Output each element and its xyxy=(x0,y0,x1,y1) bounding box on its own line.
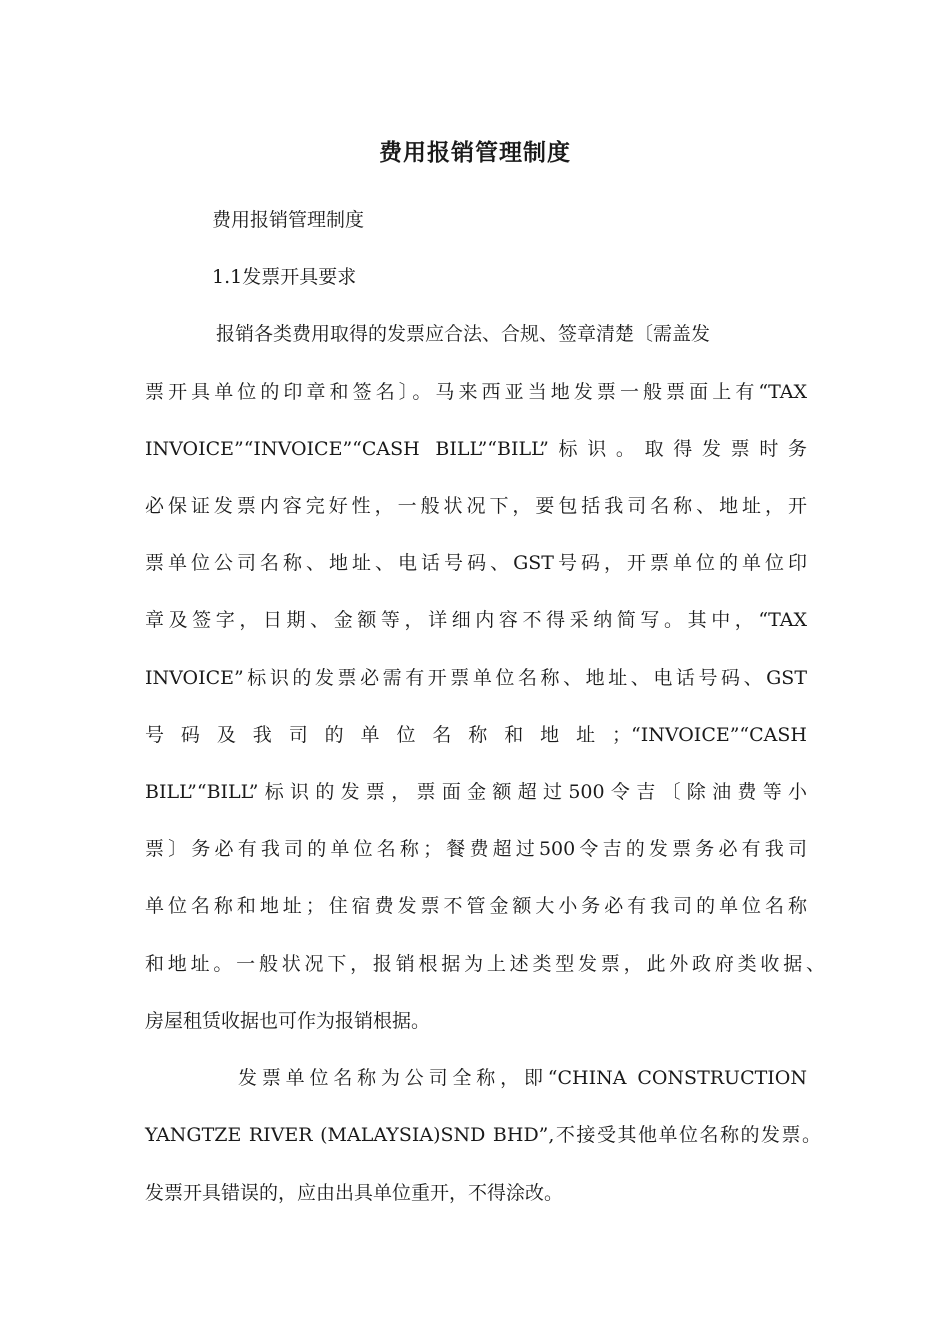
paragraph-line: INVOICE”“INVOICE”“CASH BILL”“BILL”标识。取得发票时务 xyxy=(145,438,807,460)
document-title: 费用报销管理制度 xyxy=(379,140,571,166)
paragraph-line: 发票单位名称为公司全称，即“CHINA CONSTRUCTION xyxy=(238,1067,807,1089)
paragraph-line: 票单位公司名称、地址、电话号码、GST号码，开票单位的单位印 xyxy=(145,552,807,574)
paragraph-line: 和地址。一般状况下，报销根据为上述类型发票，此外政府类收据、 xyxy=(145,953,825,975)
paragraph-line: 发票开具错误的，应由出具单位重开，不得涂改。 xyxy=(145,1182,564,1204)
paragraph-line: 必保证发票内容完好性，一般状况下，要包括我司名称、地址，开 xyxy=(145,495,807,517)
paragraph-line: INVOICE”标识的发票必需有开票单位名称、地址、电话号码、GST xyxy=(145,667,807,689)
paragraph-line: 房屋租赁收据也可作为报销根据。 xyxy=(145,1010,431,1032)
paragraph-line: 号码及我司的单位名称和地址；“INVOICE”“CASH xyxy=(145,724,807,746)
paragraph-line: 票〕务必有我司的单位名称；餐费超过500令吉的发票务必有我司 xyxy=(145,838,807,860)
section-heading: 1.1发票开具要求 xyxy=(212,266,357,288)
paragraph-line: YANGTZE RIVER (MALAYSIA)SND BHD”,不接受其他单位名称的发票。 xyxy=(145,1124,821,1146)
paragraph-line: 票开具单位的印章和签名〕。马来西亚当地发票一般票面上有“TAX xyxy=(145,381,807,403)
document-subtitle: 费用报销管理制度 xyxy=(212,209,365,231)
paragraph-line: 章及签字，日期、金额等，详细内容不得采纳简写。其中，“TAX xyxy=(145,609,807,631)
paragraph-line: BILL”“BILL”标识的发票，票面金额超过500令吉〔除油费等小 xyxy=(145,781,807,803)
paragraph-line: 单位名称和地址；住宿费发票不管金额大小务必有我司的单位名称 xyxy=(145,895,807,917)
paragraph-line: 报销各类费用取得的发票应合法、合规、签章清楚〔需盖发 xyxy=(216,323,711,345)
